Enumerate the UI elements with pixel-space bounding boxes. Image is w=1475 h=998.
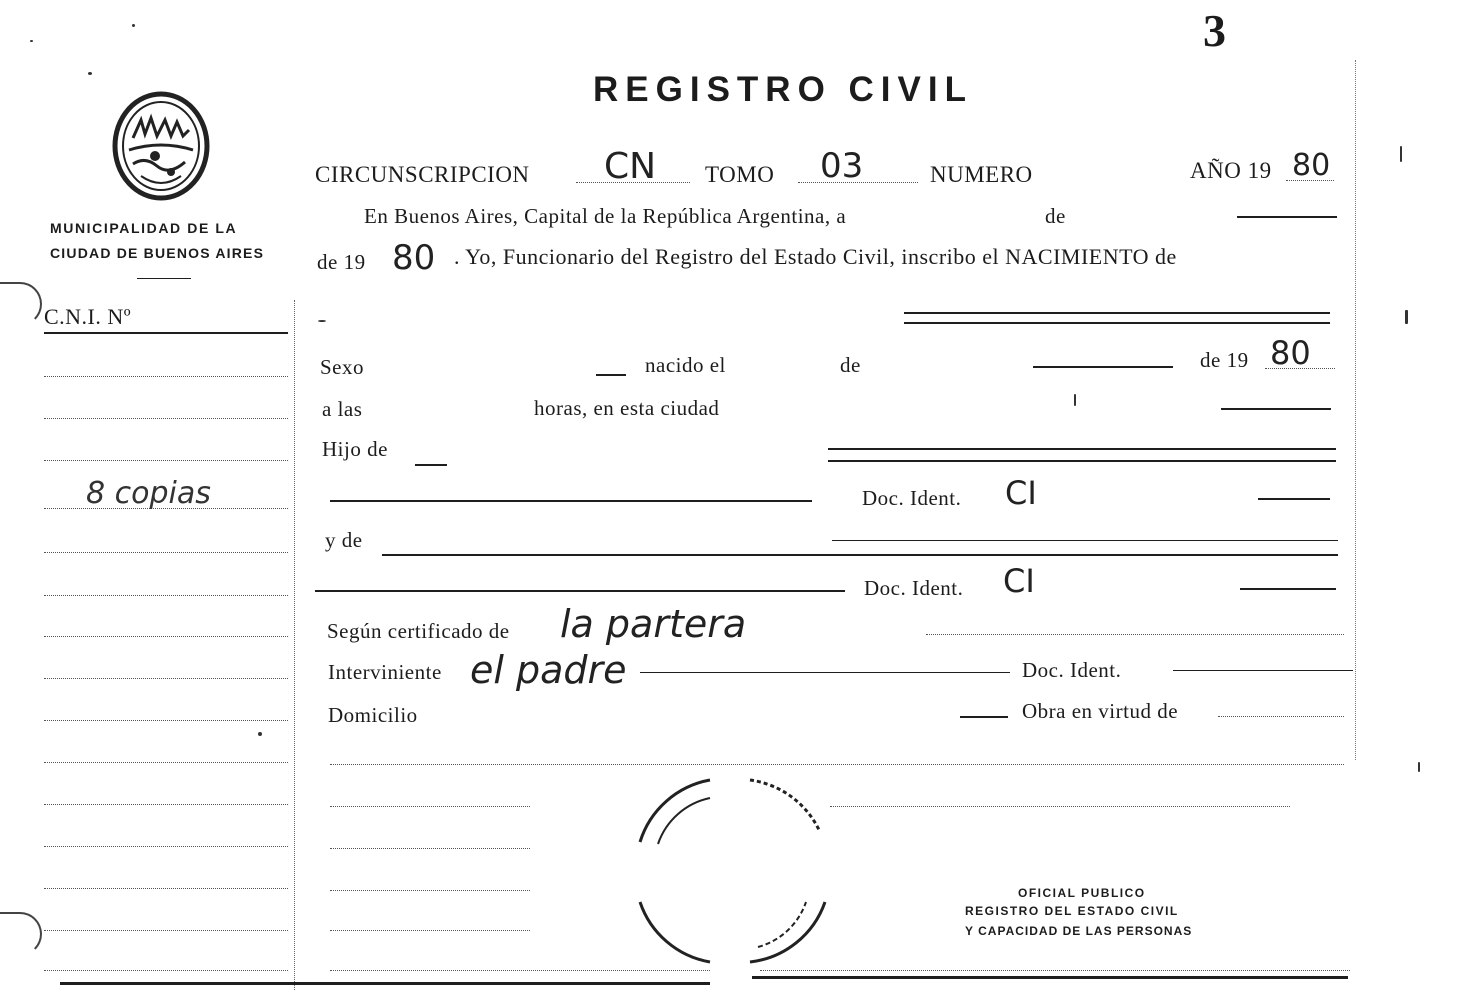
- interviniente-label: Interviniente: [328, 660, 442, 684]
- doc-ident-1-underline: [1258, 498, 1330, 500]
- nacido-de-label: de: [840, 353, 861, 377]
- doc-ident-1-label: Doc. Ident.: [862, 486, 962, 510]
- lower-line: [330, 930, 530, 931]
- margin-line: [44, 595, 288, 596]
- lower-line: [330, 848, 530, 849]
- margin-line: [44, 376, 288, 377]
- domicilio-underline: [960, 716, 1008, 718]
- bottom-rule: [60, 982, 710, 985]
- bottom-rule-right: [752, 976, 1348, 979]
- name-underline-2: [904, 322, 1330, 324]
- municipality-underline: [137, 278, 191, 279]
- margin-line: [44, 720, 288, 721]
- speck: [258, 732, 262, 736]
- margin-note: 8 copias: [86, 476, 211, 511]
- municipality-line2: CIUDAD DE BUENOS AIRES: [50, 245, 265, 261]
- punch-hole-icon: [0, 282, 42, 326]
- doc-ident-2-label: Doc. Ident.: [864, 576, 964, 600]
- speck: [132, 24, 135, 27]
- hijo-label: Hijo de: [322, 437, 388, 461]
- line2-prefix: de 19: [317, 250, 366, 274]
- lower-line: [330, 764, 1344, 765]
- ano-label: AÑO 19: [1190, 158, 1272, 183]
- ano-dots: [1286, 180, 1334, 181]
- municipal-seal-icon: [111, 90, 211, 202]
- margin-line: [44, 970, 288, 971]
- speck: [1074, 394, 1076, 406]
- speck: [1405, 310, 1408, 324]
- round-stamp-icon: [630, 772, 830, 972]
- cni-underline: [44, 332, 288, 334]
- column-divider: [294, 300, 295, 990]
- lower-line: [330, 806, 530, 807]
- speck: [1418, 762, 1420, 772]
- nacido-de19-label: de 19: [1200, 348, 1249, 372]
- stamp-line2: REGISTRO DEL ESTADO CIVIL: [965, 904, 1179, 918]
- circunscripcion-value: CN: [604, 146, 657, 187]
- speck: [30, 40, 33, 42]
- margin-line: [44, 636, 288, 637]
- mother-underline-1: [382, 554, 1338, 556]
- hijo-underline-1: [828, 448, 1336, 450]
- circunscripcion-label: CIRCUNSCRIPCION: [315, 162, 530, 187]
- circunscripcion-dots: [576, 182, 690, 183]
- municipality-line1: MUNICIPALIDAD DE LA: [50, 220, 238, 236]
- margin-line: [44, 888, 288, 889]
- doc-ident-2-underline: [1240, 588, 1336, 590]
- right-border: [1355, 60, 1356, 760]
- mother-name-underline: [315, 590, 845, 592]
- obra-label: Obra en virtud de: [1022, 699, 1179, 723]
- hijo-underline-2: [828, 460, 1336, 462]
- mother-underline-2: [832, 540, 1338, 541]
- speck: [1400, 146, 1402, 162]
- nacido-label: nacido el: [645, 353, 726, 377]
- father-name-underline: [330, 500, 812, 502]
- tomo-value: 03: [820, 146, 864, 186]
- margin-line: [44, 460, 288, 461]
- intro-text: En Buenos Aires, Capital de la República Argentina, a: [364, 204, 847, 228]
- lower-line: [330, 890, 530, 891]
- sexo-underline: [596, 374, 626, 376]
- line2-year: 80: [392, 238, 436, 278]
- speck: [88, 72, 92, 75]
- y-de-label: y de: [325, 528, 363, 552]
- margin-line: [44, 846, 288, 847]
- lower-line: [760, 970, 1350, 971]
- name-underline-1: [904, 312, 1330, 314]
- lower-line: [830, 806, 1290, 807]
- margin-line: [44, 552, 288, 553]
- horas-underline: [1221, 408, 1331, 410]
- hijo-underline-short: [415, 464, 447, 466]
- domicilio-label: Domicilio: [328, 703, 418, 727]
- sexo-label: Sexo: [320, 355, 364, 379]
- nacido-year: 80: [1270, 334, 1311, 372]
- cni-label: C.N.I. Nº: [44, 304, 132, 329]
- ano-value: 80: [1292, 148, 1331, 183]
- page-number: 3: [1203, 5, 1226, 56]
- interviniente-value: el padre: [470, 648, 627, 692]
- a-las-label: a las: [322, 397, 363, 421]
- intro-underline: [1237, 216, 1337, 218]
- tomo-label: TOMO: [705, 162, 775, 187]
- segun-label: Según certificado de: [327, 619, 510, 643]
- horas-label: horas, en esta ciudad: [534, 396, 720, 420]
- intro-de: de: [1045, 204, 1066, 228]
- doc-ident-2-value: CI: [1003, 562, 1035, 600]
- segun-dots: [926, 634, 1344, 635]
- doc-ident-1-value: CI: [1005, 474, 1037, 512]
- stamp-line1: OFICIAL PUBLICO: [1018, 886, 1146, 900]
- stamp-line3: Y CAPACIDAD DE LAS PERSONAS: [965, 924, 1193, 938]
- punch-hole-icon: [0, 912, 42, 956]
- document-title: REGISTRO CIVIL: [593, 70, 973, 109]
- margin-line: [44, 930, 288, 931]
- nacido-year-dots: [1265, 368, 1335, 369]
- speck: [318, 320, 326, 322]
- nacido-underline: [1033, 366, 1173, 368]
- margin-line: [44, 804, 288, 805]
- numero-label: NUMERO: [930, 162, 1033, 187]
- margin-line: [44, 678, 288, 679]
- margin-line: [44, 418, 288, 419]
- obra-dots: [1218, 716, 1344, 717]
- doc-ident-3-underline: [1173, 670, 1353, 671]
- margin-line: [44, 762, 288, 763]
- interviniente-underline: [640, 672, 1010, 673]
- line2-text: . Yo, Funcionario del Registro del Estado Civil, inscribo el NACIMIENTO de: [454, 244, 1177, 269]
- doc-ident-3-label: Doc. Ident.: [1022, 658, 1122, 682]
- segun-value: la partera: [560, 602, 747, 646]
- tomo-dots: [798, 182, 918, 183]
